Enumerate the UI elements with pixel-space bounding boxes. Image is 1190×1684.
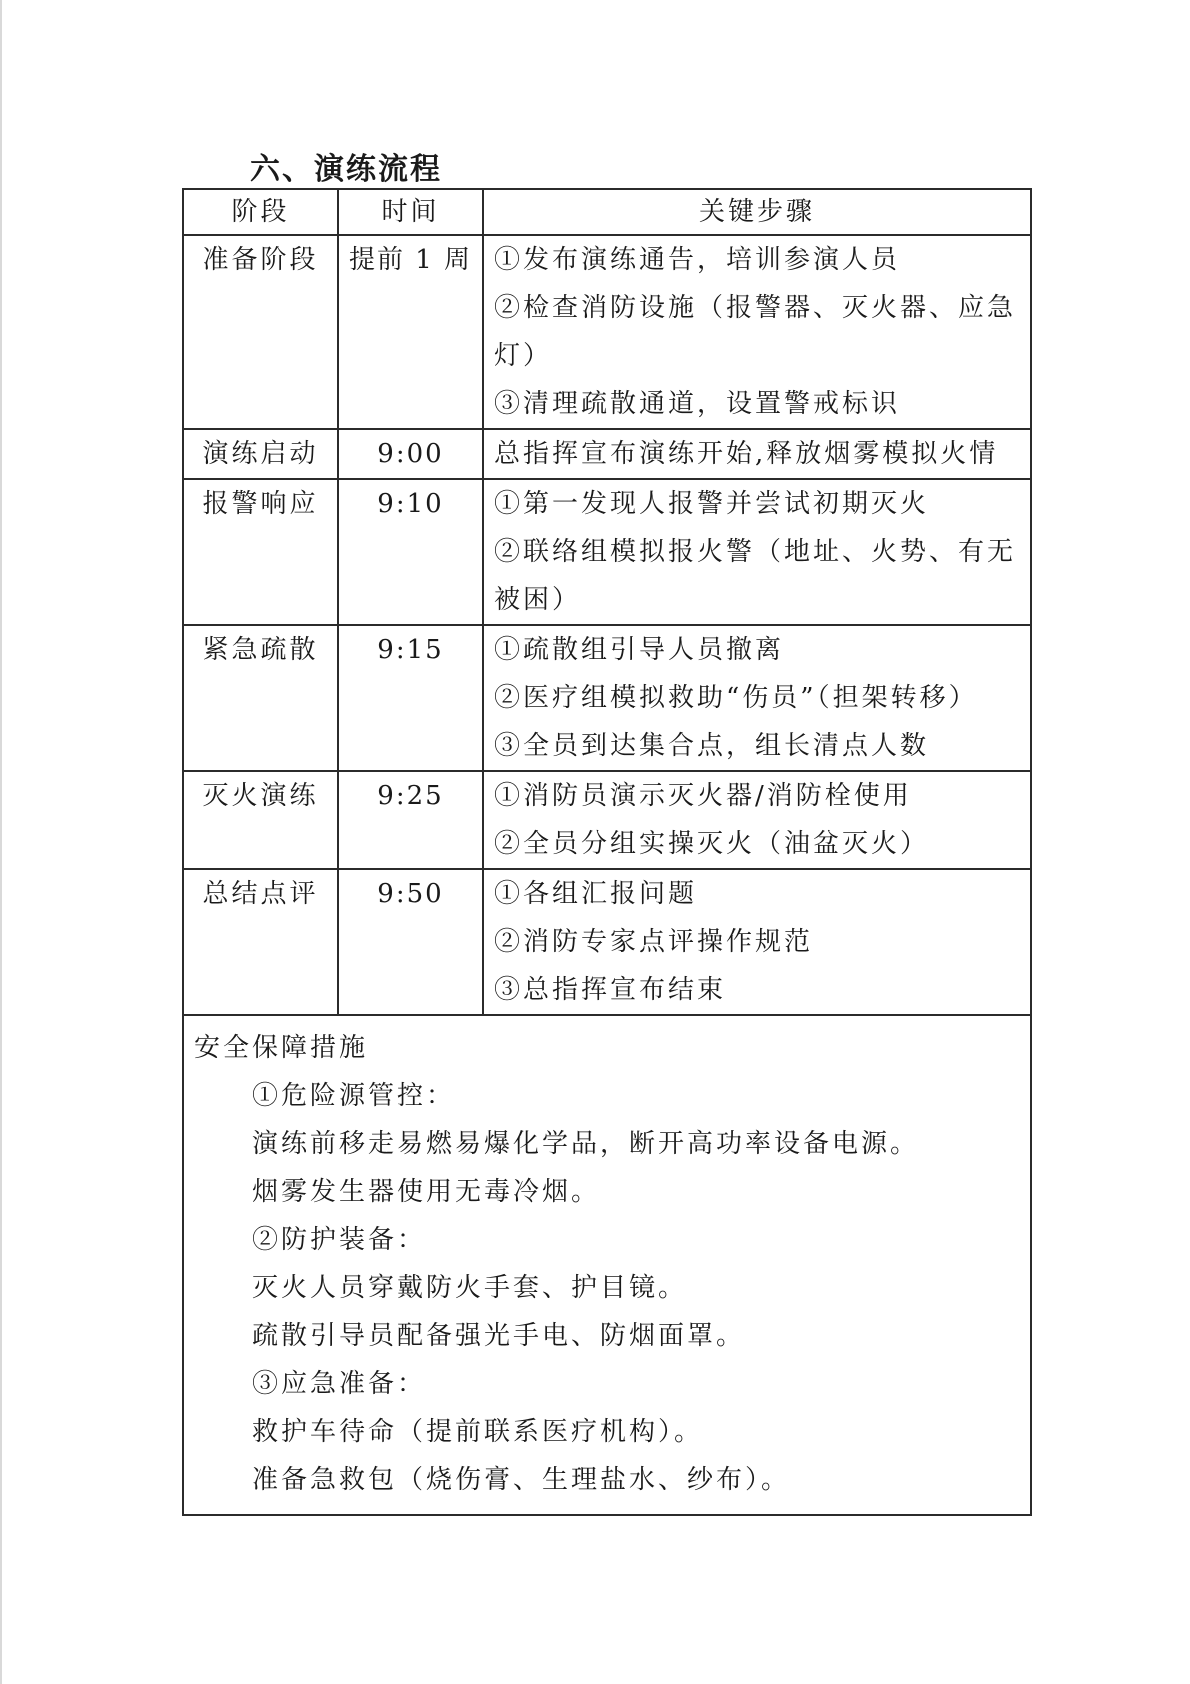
table-row: [183, 625, 1031, 771]
step-item: ③全员到达集合点，组长清点人数: [494, 731, 930, 761]
safety-group-hazard-control: [194, 1072, 1024, 1216]
steps-cell: [483, 625, 1031, 771]
safety-title: 安全保障措施: [194, 1033, 369, 1063]
safety-item: 灭火人员穿戴防火手套、护目镜。: [252, 1273, 688, 1303]
steps-cell: [483, 429, 1031, 479]
step-item: ③清理疏散通道，设置警戒标识: [494, 389, 901, 419]
safety-item: 疏散引导员配备强光手电、防烟面罩。: [252, 1321, 746, 1351]
safety-group-heading: ②防护装备：: [252, 1225, 427, 1255]
step-item: ①疏散组引导人员撤离: [494, 635, 785, 665]
safety-group-emergency-preparation: [194, 1360, 1024, 1504]
step-item: ②消防专家点评操作规范: [494, 927, 814, 957]
steps-cell: [483, 235, 1031, 429]
step-item: ②医疗组模拟救助“伤员”（担架转移）: [494, 683, 978, 713]
table-header-row: [183, 189, 1031, 235]
step-item: ②检查消防设施（报警器、灭火器、应急灯）: [494, 293, 1017, 371]
table-row: [183, 771, 1031, 869]
safety-item: 准备急救包（烧伤膏、生理盐水、纱布）。: [252, 1465, 791, 1495]
table-row: [183, 869, 1031, 1015]
stage-cell: 准备阶段: [183, 235, 338, 429]
steps-cell: [483, 771, 1031, 869]
safety-group-protective-equipment: [194, 1216, 1024, 1360]
step-item: ①发布演练通告，培训参演人员: [494, 245, 901, 275]
safety-item: 烟雾发生器使用无毒冷烟。: [252, 1177, 601, 1207]
steps-cell: [483, 479, 1031, 625]
step-item: ②联络组模拟报火警（地址、火势、有无被困）: [494, 537, 1017, 615]
stage-cell: 演练启动: [183, 429, 338, 479]
stage-cell: 总结点评: [183, 869, 338, 1015]
page-edge: [0, 0, 2, 1684]
time-cell: 提前 1 周: [338, 235, 483, 429]
drill-flow-table: [182, 188, 1032, 1516]
header-key-steps: 关键步骤: [483, 189, 1031, 235]
stage-cell: 报警响应: [183, 479, 338, 625]
stage-cell: 紧急疏散: [183, 625, 338, 771]
safety-group-heading: ①危险源管控：: [252, 1081, 456, 1111]
safety-item: 演练前移走易燃易爆化学品，断开高功率设备电源。: [252, 1129, 920, 1159]
table-row: [183, 479, 1031, 625]
table-row: [183, 429, 1031, 479]
steps-cell: [483, 869, 1031, 1015]
step-item: ③总指挥宣布结束: [494, 975, 727, 1005]
header-stage: 阶段: [183, 189, 338, 235]
step-item: ①各组汇报问题: [494, 879, 698, 909]
time-cell: 9:15: [338, 625, 483, 771]
time-cell: 9:50: [338, 869, 483, 1015]
step-item: ②全员分组实操灭火（油盆灭火）: [494, 829, 930, 859]
time-cell: 9:25: [338, 771, 483, 869]
safety-cell: [183, 1015, 1031, 1515]
time-cell: 9:00: [338, 429, 483, 479]
stage-cell: 灭火演练: [183, 771, 338, 869]
safety-item: 救护车待命（提前联系医疗机构）。: [252, 1417, 704, 1447]
step-item: ①消防员演示灭火器/消防栓使用: [494, 781, 912, 811]
step-item: ①第一发现人报警并尝试初期灭火: [494, 489, 930, 519]
table-row: [183, 235, 1031, 429]
time-cell: 9:10: [338, 479, 483, 625]
header-time: 时间: [338, 189, 483, 235]
step-item: 总指挥宣布演练开始,释放烟雾模拟火情: [494, 439, 999, 469]
safety-row: [183, 1015, 1031, 1515]
safety-group-heading: ③应急准备：: [252, 1369, 427, 1399]
section-title: 六、演练流程: [250, 152, 442, 187]
